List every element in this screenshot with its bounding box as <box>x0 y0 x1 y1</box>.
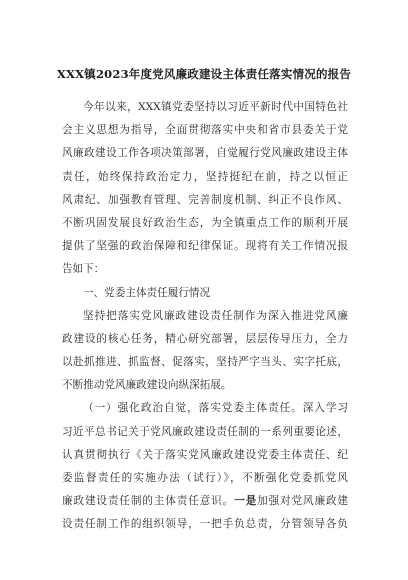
paragraph-line: 委监督责任的实施办法（试行）》，不断强化党委抓党风 <box>62 472 348 484</box>
paragraph-line: 习近平总书记关于党风廉政建设责任制的一系列重要论述， <box>62 425 348 438</box>
paragraph-text: 廉政建设责任制的主体责任意识。 <box>62 495 235 508</box>
paragraph-line: 会主义思想为指导，全面贯彻落实中央和省市县委关于党 <box>62 124 348 137</box>
emphasis-text: 一是 <box>234 495 258 508</box>
paragraph-line: 风廉政建设工作各项决策部署，自觉履行党风廉政建设主体 <box>62 147 348 160</box>
paragraph-line: 不断巩固发展良好政治生态，为全镇重点工作的顺利开展 <box>62 216 348 229</box>
paragraph-line: 不断推动党风廉政建设向纵深拓展。 <box>62 379 232 392</box>
document-title: XXX镇2023年度党风廉政建设主体责任落实情况的报告 <box>56 67 352 81</box>
document-body <box>62 96 348 537</box>
paragraph-line: 坚持把落实党风廉政建设责任制作为深入推进党风廉 <box>83 309 348 322</box>
paragraph-line: 责任，始终保持政治定力，坚持挺纪在前，持之以恒正 <box>62 170 348 183</box>
paragraph-line: 以赴抓推进、抓监督、促落实，坚持严字当头、实字托底， <box>62 356 348 369</box>
paragraph-line: （一）强化政治自觉，落实党委主体责任。深入学习 <box>83 402 348 415</box>
paragraph-text: 加强对党风廉政建 <box>257 495 348 508</box>
paragraph-line: 提供了坚强的政治保障和纪律保证。现将有关工作情况报 <box>62 240 348 253</box>
paragraph-line: 今年以来，XXX镇党委坚持以习近平新时代中国特色社 <box>83 101 348 113</box>
paragraph-line: 政建设的核心任务，精心研究部署，层层传导压力，全力 <box>62 332 348 345</box>
paragraph-line <box>62 490 348 513</box>
paragraph-line: 认真贯彻执行《关于落实党风廉政建设党委主体责任、纪 <box>62 448 348 461</box>
section-heading: 一、党委主体责任履行情况 <box>83 286 211 299</box>
paragraph-line: 设责任制工作的组织领导，一把手负总责，分管领导各负 <box>62 518 348 531</box>
paragraph-line: 风肃纪、加强教育管理、完善制度机制、纠正不良作风、 <box>62 193 348 206</box>
paragraph-line: 告如下： <box>62 263 105 276</box>
